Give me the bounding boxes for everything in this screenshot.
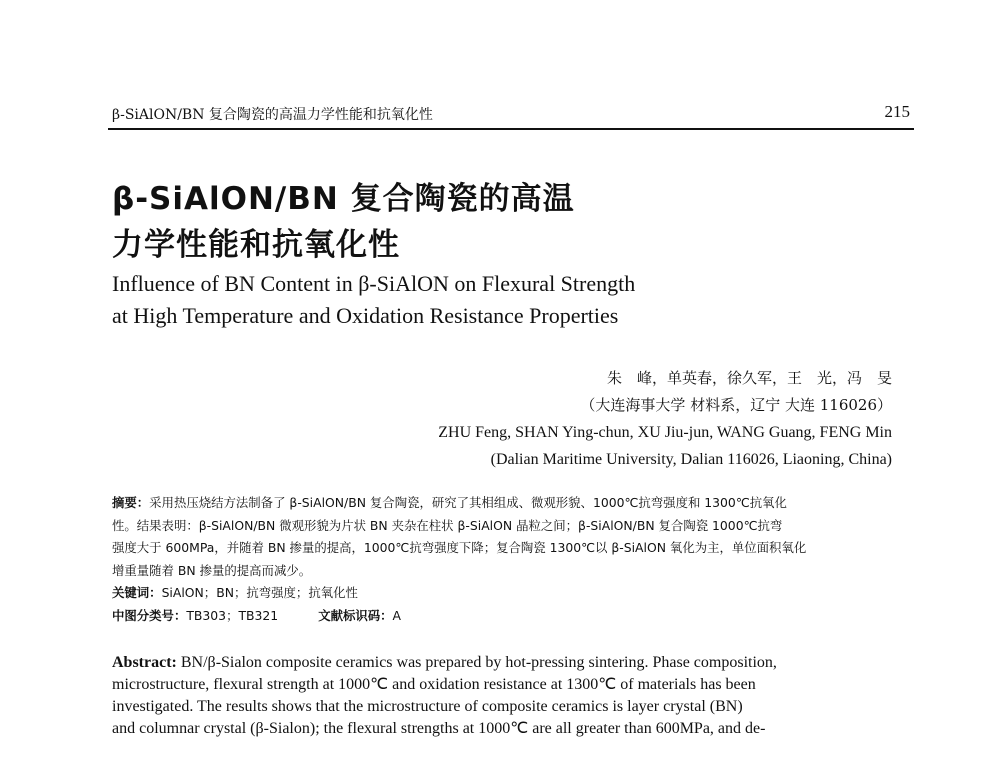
abstract-chinese-line-4: 增重量随着 BN 掺量的提高而减少。 <box>112 562 312 578</box>
abstract-english-label: Abstract: <box>112 654 177 671</box>
abstract-chinese-line-1 <box>112 492 912 515</box>
doc-code-label: 文献标识码： <box>318 607 393 623</box>
abstract-chinese-line-2: 性。结果表明：β-SiAlON/BN 微观形貌为片状 BN 夹杂在柱状 β-SiAlON 晶粒之间；β-SiAlON/BN 复合陶瓷 1000℃抗弯 <box>112 517 783 533</box>
title-chinese-line-2: 力学性能和抗氧化性 <box>112 227 400 263</box>
classification-line <box>112 605 912 628</box>
affiliation-english: (Dalian Maritime University, Dalian 116026, Liaoning, China) <box>490 451 892 468</box>
page-number: 215 <box>884 102 910 121</box>
title-english <box>112 268 872 332</box>
abstract-english-line-2: microstructure, flexural strength at 1000℃ and oxidation resistance at 1300℃ of materials has been <box>112 676 756 693</box>
doc-code: A <box>392 607 402 623</box>
title-chinese <box>112 176 892 268</box>
abstract-chinese <box>112 492 912 627</box>
affiliation-chinese: （大连海事大学 材料系，辽宁 大连 116026） <box>580 396 892 414</box>
running-head <box>112 102 910 124</box>
header-rule <box>108 128 914 130</box>
authors-english: ZHU Feng, SHAN Ying-chun, XU Jiu-jun, WANG Guang, FENG Min <box>438 424 892 441</box>
abstract-chinese-line-3: 强度大于 600MPa，并随着 BN 掺量的提高，1000℃抗弯强度下降；复合陶瓷 1300℃以 β-SiAlON 氧化为主，单位面积氧化 <box>112 540 807 555</box>
keywords-line <box>112 582 912 605</box>
abstract-english-line-1 <box>112 652 912 674</box>
title-english-line-1: Influence of BN Content in β-SiAlON on Flexural Strength <box>112 271 636 296</box>
clc-label: 中图分类号： <box>112 607 187 623</box>
title-chinese-line-1: β-SiAlON/BN 复合陶瓷的高温 <box>112 181 575 217</box>
abstract-english-line-3: investigated. The results shows that the microstructure of composite ceramics is layer crystal (BN) <box>112 698 743 715</box>
clc-number: TB303；TB321 <box>186 607 279 623</box>
abstract-chinese-text-1: 采用热压烧结方法制备了 β-SiAlON/BN 复合陶瓷，研究了其相组成、微观形貌、1000℃抗弯强度和 1300℃抗氧化 <box>149 495 787 510</box>
authors-chinese: 朱 峰，单英春，徐久军，王 光，冯 旻 <box>606 369 892 387</box>
abstract-english-text-1: BN/β-Sialon composite ceramics was prepared by hot-pressing sintering. Phase composition, <box>180 654 777 671</box>
abstract-english-line-4: and columnar crystal (β-Sialon); the flexural strengths at 1000℃ are all greater than 600MPa, and de- <box>112 720 766 737</box>
abstract-chinese-label: 摘要： <box>112 495 150 510</box>
author-block <box>438 365 892 473</box>
keywords: SiAlON；BN；抗弯强度；抗氧化性 <box>161 585 358 600</box>
running-head-title: β-SiAlON/BN 复合陶瓷的高温力学性能和抗氧化性 <box>112 107 433 123</box>
abstract-english <box>112 652 912 740</box>
title-english-line-2: at High Temperature and Oxidation Resistance Properties <box>112 303 619 328</box>
keywords-label: 关键词： <box>112 585 162 600</box>
